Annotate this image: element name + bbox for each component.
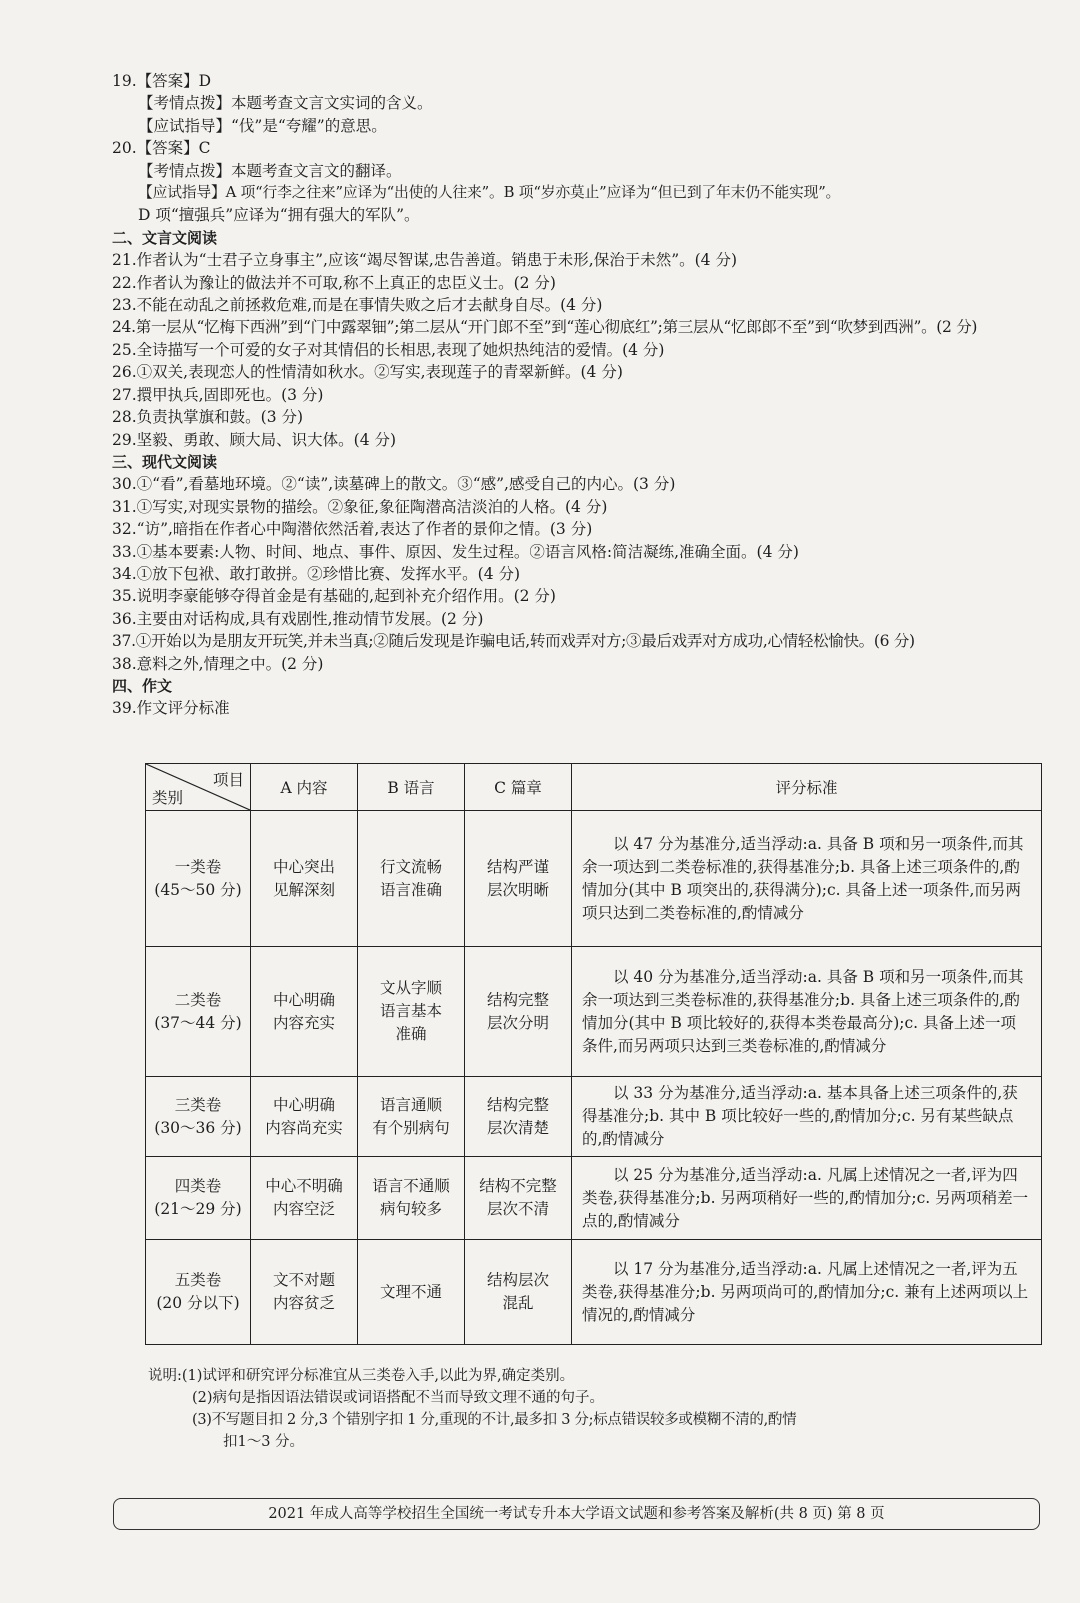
content-cell: 中心不明确 内容空泛: [251, 1157, 358, 1240]
header-structure: C 篇章: [465, 764, 572, 811]
q38: 38.意料之外,情理之中。(2 分): [112, 654, 324, 673]
table-row: [146, 1077, 1042, 1157]
note-3: (3)不写题目扣 2 分,3 个错别字扣 1 分,重现的不计,最多扣 3 分;标点错误较多或模糊不清的,酌情: [192, 1412, 797, 1428]
answer-list: [112, 70, 1072, 720]
table-row: [146, 811, 1042, 947]
q34: 34.①放下包袱、敢打敢拼。②珍惜比赛、发挥水平。(4 分): [112, 564, 521, 583]
standard-cell: 以 25 分为基准分,适当浮动:a. 凡属上述情况之一者,评为四类卷,获得基准分;b. 另两项稍好一些的,酌情加分;c. 另两项稍差一点的,酌情减分: [572, 1157, 1042, 1240]
note-2: (2)病句是指因语法错误或词语搭配不当而导致文理不通的句子。: [192, 1390, 605, 1406]
note-1: 说明:(1)试评和研究评分标准宜从三类卷入手,以此为界,确定类别。: [148, 1368, 575, 1384]
standard-cell: 以 33 分为基准分,适当浮动:a. 基本具备上述三项条件的,获得基准分;b. 其中 B 项比较好一些的,酌情加分;c. 另有某些缺点的,酌情减分: [572, 1077, 1042, 1157]
section-heading-classical: 二、文言文阅读: [112, 228, 218, 247]
table-row: [146, 947, 1042, 1077]
q28: 28.负责执掌旗和鼓。(3 分): [112, 408, 304, 427]
content-cell: 中心明确 内容充实: [251, 947, 358, 1077]
language-cell: 行文流畅 语言准确: [358, 811, 465, 947]
q25: 25.全诗描写一个可爱的女子对其情侣的长相思,表现了她炽热纯洁的爱情。(4 分): [112, 340, 665, 359]
category-cell: 二类卷 (37～44 分): [146, 947, 251, 1077]
standard-cell: 以 47 分为基准分,适当浮动:a. 具备 B 项和另一项条件,而其余一项达到二类卷标准的,获得基准分;b. 具备上述三项条件的,酌情加分(其中 B 项突出的,获得满分);c. 具备上述一项条件,而另两项只达到二类卷标准的,酌情减分: [572, 811, 1042, 947]
q32: 32.“访”,暗指在作者心中陶潜依然活着,表达了作者的景仰之情。(3 分): [112, 520, 593, 539]
q21: 21.作者认为“士君子立身事主”,应该“竭尽智谋,忠告善道。销患于未形,保治于未然”。(4 分): [112, 251, 738, 270]
language-cell: 语言通顺 有个别病句: [358, 1077, 465, 1157]
q20-guide: 【应试指导】A 项“行李之往来”应译为“出使的人往来”。B 项“岁亦莫止”应译为“但已到了年末仍不能实现”。: [138, 184, 841, 202]
standard-cell: 以 17 分为基准分,适当浮动:a. 凡属上述情况之一者,评为五类卷,获得基准分;b. 另两项尚可的,酌情加分;c. 兼有上述两项以上情况的,酌情减分: [572, 1240, 1042, 1345]
category-cell: 四类卷 (21～29 分): [146, 1157, 251, 1240]
structure-cell: 结构层次 混乱: [465, 1240, 572, 1345]
q24: 24.第一层从“忆梅下西洲”到“门中露翠钿”;第二层从“开门郎不至”到“莲心彻底红”;第三层从“忆郎郎不至”到“吹梦到西洲”。(2 分): [112, 318, 978, 337]
header-category: 类别: [152, 789, 184, 807]
q19-guide: 【应试指导】“伐”是“夸耀”的意思。: [138, 116, 387, 135]
structure-cell: 结构严谨 层次明晰: [465, 811, 572, 947]
q27: 27.擐甲执兵,固即死也。(3 分): [112, 385, 324, 404]
header-language: B 语言: [358, 764, 465, 811]
table-header-row: [146, 764, 1042, 811]
q22: 22.作者认为豫让的做法并不可取,称不上真正的忠臣义士。(2 分): [112, 273, 556, 292]
q20-answer: 20.【答案】C: [112, 139, 211, 158]
diagonal-header-cell: [146, 764, 251, 811]
content-cell: 中心明确 内容尚充实: [251, 1077, 358, 1157]
q33: 33.①基本要素:人物、时间、地点、事件、原因、发生过程。②语言风格:简洁凝练,准确全面。(4 分): [112, 542, 799, 561]
standard-cell: 以 40 分为基准分,适当浮动:a. 具备 B 项和另一项条件,而其余一项达到三类卷标准的,获得基准分;b. 具备上述三项条件的,酌情加分(其中 B 项比较好的,获得本类卷最高分);c. 具备上述一项条件,而另两项只达到三类卷标准的,酌情减分: [572, 947, 1042, 1077]
table-row: [146, 1240, 1042, 1345]
content-cell: 中心突出 见解深刻: [251, 811, 358, 947]
category-cell: 一类卷 (45～50 分): [146, 811, 251, 947]
table-row: [146, 1157, 1042, 1240]
category-cell: 三类卷 (30～36 分): [146, 1077, 251, 1157]
section-heading-modern: 三、现代文阅读: [112, 452, 218, 471]
q36: 36.主要由对话构成,具有戏剧性,推动情节发展。(2 分): [112, 609, 484, 628]
language-cell: 文从字顺 语言基本 准确: [358, 947, 465, 1077]
q26: 26.①双关,表现恋人的性情清如秋水。②写实,表现莲子的青翠新鲜。(4 分): [112, 363, 623, 382]
q37: 37.①开始以为是朋友开玩笑,并未当真;②随后发现是诈骗电话,转而戏弄对方;③最后戏弄对方成功,心情轻松愉快。(6 分): [112, 632, 915, 651]
structure-cell: 结构完整 层次分明: [465, 947, 572, 1077]
q30: 30.①“看”,看墓地环境。②“读”,读墓碑上的散文。③“感”,感受自己的内心。(3 分): [112, 475, 676, 494]
section-heading-essay: 四、作文: [112, 676, 173, 695]
header-content: A 内容: [251, 764, 358, 811]
q31: 31.①写实,对现实景物的描绘。②象征,象征陶潜高洁淡泊的人格。(4 分): [112, 497, 608, 516]
q19-point: 【考情点拨】本题考查文言文实词的含义。: [138, 94, 433, 113]
q35: 35.说明李豪能够夺得首金是有基础的,起到补充介绍作用。(2 分): [112, 587, 556, 606]
scoring-notes: [148, 1365, 796, 1453]
essay-scoring-table: [145, 763, 1042, 1345]
content-cell: 文不对题 内容贫乏: [251, 1240, 358, 1345]
q23: 23.不能在动乱之前拯救危难,而是在事情失败之后才去献身自尽。(4 分): [112, 296, 603, 315]
note-3-cont: 扣1～3 分。: [223, 1434, 305, 1450]
q20-point: 【考情点拨】本题考查文言文的翻译。: [138, 161, 402, 180]
structure-cell: 结构完整 层次清楚: [465, 1077, 572, 1157]
structure-cell: 结构不完整 层次不清: [465, 1157, 572, 1240]
header-item: 项目: [212, 771, 244, 789]
q20-guide-cont: D 项“擅强兵”应译为“拥有强大的军队”。: [138, 206, 420, 225]
q19-answer: 19.【答案】D: [112, 72, 212, 90]
page-footer: 2021 年成人高等学校招生全国统一考试专升本大学语文试题和参考答案及解析(共 8 页) 第 8 页: [113, 1498, 1040, 1530]
q39: 39.作文评分标准: [112, 699, 230, 718]
header-standard: 评分标准: [572, 764, 1042, 811]
q29: 29.坚毅、勇敢、顾大局、识大体。(4 分): [112, 430, 397, 449]
language-cell: 语言不通顺 病句较多: [358, 1157, 465, 1240]
category-cell: 五类卷 (20 分以下): [146, 1240, 251, 1345]
language-cell: 文理不通: [358, 1240, 465, 1345]
